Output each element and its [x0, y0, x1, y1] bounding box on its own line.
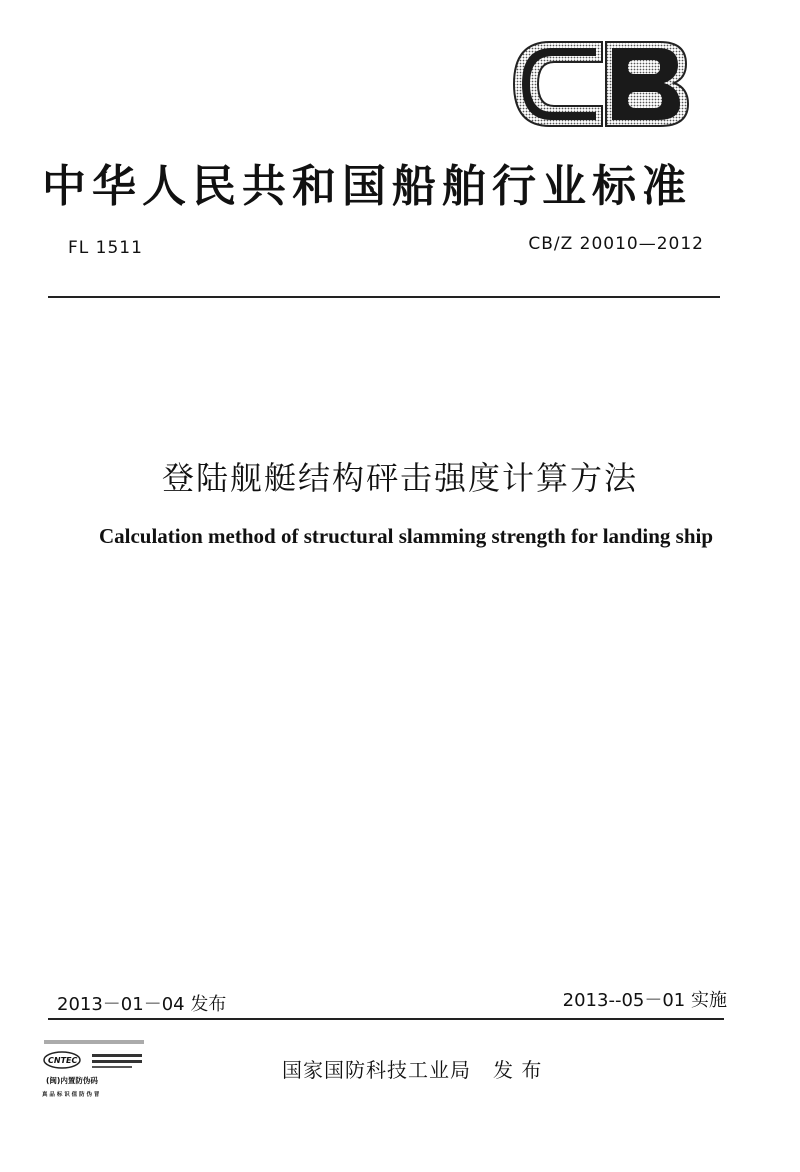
svg-text:真 品 标 识 值 防 伪 冒: 真 品 标 识 值 防 伪 冒 — [42, 1092, 100, 1098]
footer-divider — [48, 1018, 724, 1020]
publish-date: 2013－01－04 发布 — [57, 994, 227, 1015]
header-divider — [48, 296, 720, 298]
document-title-en: Calculation method of structural slamming strength for landing ship — [98, 524, 714, 548]
issuer-name: 国家国防科技工业局 — [282, 1058, 471, 1082]
svg-text:CNTEC: CNTEC — [48, 1056, 78, 1065]
document-title-cn: 登陆舰艇结构砰击强度计算方法 — [161, 459, 638, 497]
anti-counterfeit-seal — [40, 1038, 152, 1100]
cb-logo — [510, 38, 690, 130]
standard-category-title: 中华人民共和国船舶行业标准 — [42, 161, 692, 212]
standard-number: CB/Z 20010—2012 — [528, 234, 704, 254]
issuing-authority — [282, 1054, 542, 1083]
issue-word: 发 布 — [493, 1058, 543, 1082]
effective-date: 2013--05－01 实施 — [562, 990, 727, 1011]
svg-text:(闽)内置防伪码: (闽)内置防伪码 — [46, 1076, 98, 1085]
classification-code: FL 1511 — [68, 238, 143, 258]
